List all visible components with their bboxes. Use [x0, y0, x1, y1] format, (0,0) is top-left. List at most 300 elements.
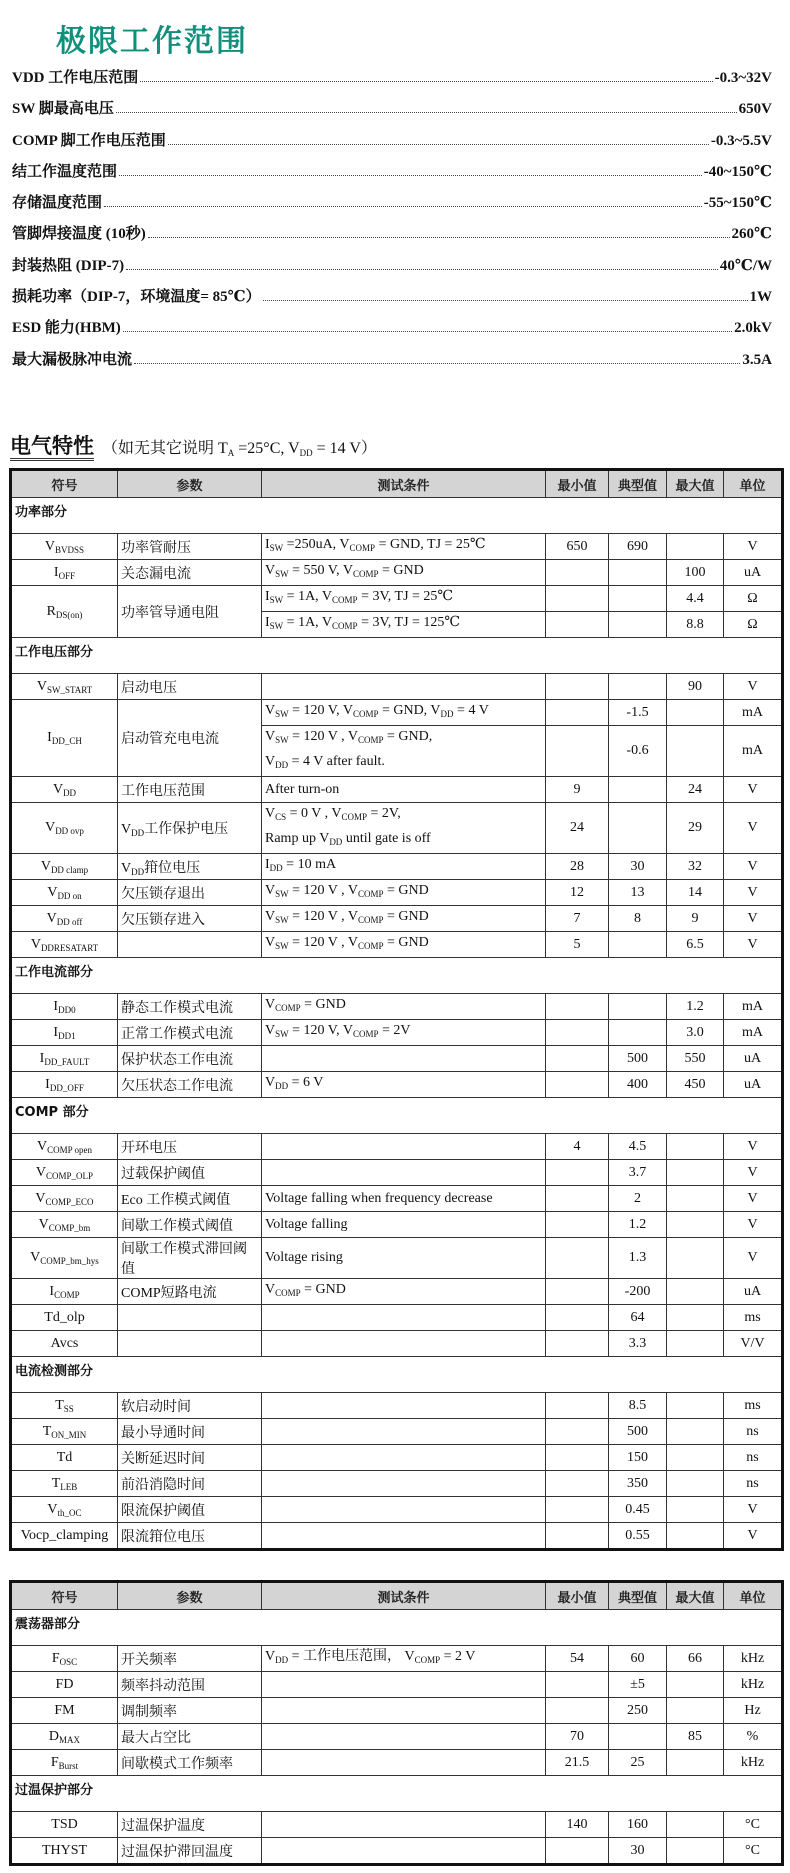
column-header: 参数 [118, 1582, 262, 1610]
subscript: SS [63, 1403, 74, 1414]
condition-cell [262, 726, 546, 777]
max-cell [667, 1331, 724, 1357]
text-segment: I [265, 589, 270, 604]
text-segment: 启动管充电电流 [121, 732, 219, 747]
symbol-cell [11, 534, 118, 560]
unit-cell: kHz [724, 1672, 783, 1698]
parameter-cell [118, 1072, 262, 1098]
text-segment: 前沿消隐时间 [121, 1477, 205, 1493]
condition-cell [262, 1471, 546, 1497]
typ-cell: -1.5 [609, 700, 667, 726]
section-title: 电流检测部分 [11, 1357, 783, 1393]
min-cell [546, 726, 609, 777]
dot-leader [116, 112, 737, 113]
spec-row [12, 222, 772, 253]
text-segment: 开关频率 [121, 1652, 177, 1668]
min-cell: 70 [546, 1724, 609, 1750]
condition-cell [262, 1305, 546, 1331]
subscript: COMP [352, 1029, 379, 1039]
max-cell [667, 1698, 724, 1724]
subscript: COMP [275, 1288, 301, 1298]
text-segment: 开环电压 [121, 1140, 177, 1156]
subscript: DD off [56, 916, 83, 927]
column-header: 典型值 [609, 470, 667, 498]
subscript: COMP [357, 889, 384, 899]
column-header: 典型值 [609, 1582, 667, 1610]
unit-cell: mA [724, 700, 783, 726]
symbol-cell [11, 1838, 118, 1865]
electrical-table-1 [9, 468, 784, 1551]
table-row [11, 1497, 783, 1523]
parameter-cell [118, 1046, 262, 1072]
symbol-cell [11, 1471, 118, 1497]
spec-label: ESD 能力(HBM) [12, 320, 121, 337]
dot-leader [119, 175, 702, 176]
subscript: DD_OFF [49, 1082, 84, 1093]
table-row [11, 1471, 783, 1497]
typ-cell: 150 [609, 1445, 667, 1471]
condition-cell [262, 1523, 546, 1550]
min-cell [546, 1186, 609, 1212]
text-segment: V [35, 1164, 47, 1180]
spec-row [12, 191, 772, 222]
typ-cell: 2 [609, 1186, 667, 1212]
typ-cell [609, 612, 667, 638]
text-segment: 箝位电压 [144, 860, 201, 876]
min-cell: 21.5 [546, 1750, 609, 1776]
text-segment: 功率管导通电阻 [121, 605, 219, 621]
parameter-cell [118, 1134, 262, 1160]
subscript: ON_MIN [51, 1429, 87, 1440]
text-segment: 过载保护阈值 [121, 1166, 205, 1182]
min-cell [546, 674, 609, 700]
max-cell: 6.5 [667, 932, 724, 958]
max-cell: 85 [667, 1724, 724, 1750]
parameter-cell [118, 1279, 262, 1305]
spec-label: VDD 工作电压范围 [12, 70, 139, 86]
table-row [11, 1331, 783, 1357]
text-segment: = GND, TJ = 25℃ [375, 537, 486, 552]
unit-cell: kHz [724, 1750, 783, 1776]
min-cell [546, 700, 609, 726]
condition-cell [262, 700, 546, 726]
max-cell: 24 [667, 777, 724, 803]
text-segment: I [265, 857, 270, 872]
spec-label: COMP 脚工作电压范围 [12, 132, 166, 149]
text-segment: D [48, 1728, 60, 1744]
min-cell: 24 [546, 803, 609, 854]
unit-cell: V [724, 880, 783, 906]
max-cell: 100 [667, 560, 724, 586]
text-segment: = 2 V [440, 1649, 476, 1664]
condition-cell [262, 854, 546, 880]
section-row [11, 638, 783, 674]
text-segment: T [42, 1423, 52, 1439]
subscript: COMP [332, 595, 358, 605]
column-header: 单位 [724, 1582, 783, 1610]
min-cell [546, 1305, 609, 1331]
symbol-cell [11, 1698, 118, 1724]
max-cell [667, 1497, 724, 1523]
dot-leader [140, 81, 712, 82]
spec-value: -40~150℃ [703, 163, 772, 180]
text-segment: THYST [41, 1842, 88, 1858]
condition-cell [262, 994, 546, 1020]
subscript: SW [275, 735, 289, 745]
section-row [11, 958, 783, 994]
parameter-cell [118, 1812, 262, 1838]
text-segment: 工作电压范围 [121, 783, 205, 799]
condition-cell [262, 1020, 546, 1046]
table-row [11, 1750, 783, 1776]
text-segment: = 0 V , V [286, 806, 342, 821]
subscript: DD [275, 1655, 289, 1665]
symbol-cell [11, 1812, 118, 1838]
electrical-characteristics-heading [10, 430, 377, 460]
text-segment: = GND [300, 997, 346, 1012]
text-segment: = 工作电压范围， V [288, 1649, 415, 1664]
condition-cell [262, 880, 546, 906]
column-header: 最大值 [667, 1582, 724, 1610]
table-row [11, 700, 783, 726]
subscript: Burst [58, 1760, 79, 1771]
unit-cell: °C [724, 1812, 783, 1838]
parameter-cell [118, 1331, 262, 1357]
electrical-table-2 [9, 1580, 784, 1866]
text-segment: = GND, [383, 729, 433, 744]
subscript: SW_START [46, 684, 93, 695]
typ-cell: 3.7 [609, 1160, 667, 1186]
text-segment: 启动电压 [121, 680, 177, 696]
unit-cell: ns [724, 1471, 783, 1497]
table-row [11, 906, 783, 932]
subscript: SW [275, 569, 289, 579]
spec-label: SW 脚最高电压 [12, 101, 114, 118]
header-row [11, 1582, 783, 1610]
text-segment: = 14 V） [312, 440, 377, 457]
text-segment: = GND [383, 909, 429, 924]
parameter-cell [118, 1471, 262, 1497]
text-segment: I [47, 730, 52, 745]
typ-cell [609, 1020, 667, 1046]
symbol-cell [11, 1020, 118, 1046]
text-segment: V [36, 1138, 48, 1154]
text-segment: = 120 V , V [288, 883, 358, 898]
typ-cell: 250 [609, 1698, 667, 1724]
subscript: SW [275, 941, 289, 951]
symbol-cell [11, 1186, 118, 1212]
typ-cell: 1.3 [609, 1238, 667, 1279]
parameter-cell [118, 1445, 262, 1471]
max-cell: 450 [667, 1072, 724, 1098]
table-row [11, 994, 783, 1020]
section-title: 工作电压部分 [11, 638, 783, 674]
subscript: DD [63, 787, 77, 798]
unit-cell: uA [724, 560, 783, 586]
table-row [11, 1160, 783, 1186]
subscript: DD [131, 866, 145, 877]
text-segment: = GND [300, 1282, 346, 1297]
typ-cell: 13 [609, 880, 667, 906]
text-segment: Eco 工作模式阈值 [121, 1192, 231, 1208]
parameter-cell [118, 1419, 262, 1445]
parameter-cell [118, 1646, 262, 1672]
max-cell: 550 [667, 1046, 724, 1072]
typ-cell: 400 [609, 1072, 667, 1098]
table-row [11, 1812, 783, 1838]
typ-cell: 30 [609, 854, 667, 880]
subscript: DD0 [58, 1004, 76, 1015]
typ-cell: 3.3 [609, 1331, 667, 1357]
spec-row [12, 316, 772, 347]
text-segment: 关态漏电流 [121, 566, 191, 582]
max-cell [667, 1672, 724, 1698]
unit-cell: V [724, 674, 783, 700]
text-segment: FM [54, 1702, 75, 1718]
min-cell: 9 [546, 777, 609, 803]
min-cell [546, 1160, 609, 1186]
min-cell [546, 1212, 609, 1238]
condition-cell [262, 1072, 546, 1098]
subscript: OSC [59, 1656, 78, 1667]
table-row [11, 880, 783, 906]
typ-cell [609, 674, 667, 700]
symbol-cell [11, 1523, 118, 1550]
section-row [11, 1357, 783, 1393]
text-segment: V [40, 858, 51, 874]
table-row [11, 1724, 783, 1750]
max-cell [667, 1134, 724, 1160]
text-segment: Ramp up V [265, 831, 330, 846]
text-segment: V [47, 884, 58, 900]
subscript: COMP_ECO [45, 1196, 94, 1207]
section-title: COMP 部分 [11, 1098, 783, 1134]
text-segment: = 3V, TJ = 25℃ [357, 589, 454, 604]
min-cell [546, 1523, 609, 1550]
table-row [11, 1646, 783, 1672]
unit-cell: V [724, 777, 783, 803]
text-segment: Td [56, 1449, 73, 1465]
condition-cell [262, 1445, 546, 1471]
spec-label: 结工作温度范围 [12, 163, 118, 180]
condition-cell [262, 1698, 546, 1724]
parameter-cell [118, 1750, 262, 1776]
text-segment: Avcs [50, 1335, 79, 1351]
min-cell [546, 1471, 609, 1497]
typ-cell: -0.6 [609, 726, 667, 777]
unit-cell: ns [724, 1445, 783, 1471]
text-segment: = 4 V after fault. [288, 754, 385, 769]
text-segment: V [265, 703, 276, 718]
condition-cell [262, 1331, 546, 1357]
text-segment: 调制频率 [121, 1704, 177, 1720]
subscript: COMP_bm_hys [40, 1256, 99, 1266]
symbol-cell [11, 560, 118, 586]
subscript: SW [269, 621, 284, 631]
table-row [11, 1212, 783, 1238]
symbol-cell [11, 1046, 118, 1072]
text-segment: V [46, 910, 57, 926]
unit-cell: mA [724, 994, 783, 1020]
parameter-cell [118, 1523, 262, 1550]
spec-value: 650V [738, 101, 772, 118]
unit-cell: V [724, 932, 783, 958]
table-row [11, 1393, 783, 1419]
min-cell [546, 560, 609, 586]
text-segment: 工作保护电压 [144, 822, 229, 837]
text-segment: 间歇模式工作频率 [121, 1756, 233, 1772]
text-segment: 限流保护阈值 [121, 1503, 205, 1519]
dot-leader [263, 300, 748, 301]
typ-cell [609, 803, 667, 854]
text-segment: （如无其它说明 T [102, 440, 228, 457]
dot-leader [148, 237, 730, 238]
subscript: SW [275, 709, 289, 719]
subscript: COMP_bm [48, 1222, 91, 1233]
text-segment: = 2V, [367, 806, 401, 821]
spec-row [12, 160, 772, 191]
parameter-cell [118, 803, 262, 854]
min-cell: 54 [546, 1646, 609, 1672]
max-cell: 90 [667, 674, 724, 700]
subscript: DD_FAULT [44, 1056, 90, 1067]
min-cell [546, 586, 609, 612]
parameter-cell [118, 586, 262, 638]
max-cell [667, 1812, 724, 1838]
dot-leader [168, 144, 709, 145]
text-segment: 最小导通时间 [121, 1425, 205, 1441]
condition-cell [262, 1134, 546, 1160]
text-segment: 最大占空比 [121, 1730, 191, 1746]
min-cell [546, 612, 609, 638]
text-segment: F [51, 1650, 60, 1666]
section-title-absolute-max: 极限工作范围 [56, 24, 248, 59]
text-segment: I [39, 1050, 45, 1066]
column-header: 最小值 [546, 470, 609, 498]
parameter-cell [118, 1238, 262, 1279]
text-segment: I [49, 1283, 55, 1299]
spec-label: 损耗功率（DIP-7，环境温度= 85℃） [12, 289, 261, 306]
text-segment: = 120 V, V [288, 703, 353, 718]
text-segment: 功率管耐压 [121, 540, 191, 556]
text-segment: V [265, 1023, 276, 1038]
text-segment: = 1A, V [283, 589, 333, 604]
text-segment: R [46, 603, 56, 619]
subscript: DD [131, 828, 145, 838]
text-segment: COMP短路电流 [121, 1285, 217, 1301]
typ-cell [609, 586, 667, 612]
typ-cell: 8.5 [609, 1393, 667, 1419]
table-row [11, 534, 783, 560]
unit-cell: ns [724, 1419, 783, 1445]
table-row [11, 803, 783, 854]
subscript: COMP_OLP [46, 1170, 94, 1181]
subscript: DD [329, 837, 343, 847]
table-row [11, 1134, 783, 1160]
subscript: BVDSS [55, 544, 85, 555]
text-segment: = 6 V [288, 1075, 324, 1090]
condition-cell [262, 560, 546, 586]
dot-leader [123, 331, 732, 332]
unit-cell: V [724, 906, 783, 932]
typ-cell: 500 [609, 1046, 667, 1072]
text-segment: V [121, 822, 132, 837]
subscript: COMP [275, 1003, 301, 1013]
test-conditions-note [102, 440, 377, 457]
section-title: 功率部分 [11, 498, 783, 534]
table-row [11, 1445, 783, 1471]
text-segment: = 10 mA [282, 857, 337, 872]
parameter-cell [118, 674, 262, 700]
max-cell: 8.8 [667, 612, 724, 638]
max-cell [667, 726, 724, 777]
symbol-cell [11, 1497, 118, 1523]
subscript: COMP [357, 735, 384, 745]
text-segment: 欠压状态工作电流 [121, 1078, 233, 1094]
text-segment: until gate is off [342, 831, 431, 846]
max-cell: 4.4 [667, 586, 724, 612]
text-segment: 过温保护滞回温度 [121, 1844, 233, 1860]
parameter-cell [118, 1497, 262, 1523]
text-segment: Voltage rising [265, 1250, 343, 1265]
parameter-cell [118, 1160, 262, 1186]
min-cell [546, 1393, 609, 1419]
typ-cell: ±5 [609, 1672, 667, 1698]
symbol-cell [11, 700, 118, 777]
min-cell [546, 1238, 609, 1279]
text-segment: = 1A, V [283, 615, 333, 630]
min-cell [546, 1445, 609, 1471]
typ-cell [609, 777, 667, 803]
text-segment: 欠压锁存进入 [121, 912, 205, 928]
symbol-cell [11, 1331, 118, 1357]
symbol-cell [11, 1724, 118, 1750]
symbol-cell [11, 1279, 118, 1305]
symbol-cell [11, 674, 118, 700]
text-segment: I [53, 564, 59, 580]
text-segment: I [45, 1076, 50, 1092]
min-cell: 7 [546, 906, 609, 932]
unit-cell: ms [724, 1305, 783, 1331]
min-cell [546, 1698, 609, 1724]
text-segment: V [265, 806, 276, 821]
condition-cell [262, 1238, 546, 1279]
min-cell [546, 1020, 609, 1046]
section-row [11, 1098, 783, 1134]
text-segment: = 2V [378, 1023, 411, 1038]
subscript: LEB [60, 1481, 78, 1492]
subscript: COMP [414, 1655, 441, 1665]
text-segment: = GND [383, 883, 429, 898]
min-cell [546, 1331, 609, 1357]
section-row [11, 1610, 783, 1646]
table-row [11, 1238, 783, 1279]
text-segment: V [35, 1190, 46, 1206]
subscript: A [227, 448, 235, 458]
text-segment: T [55, 1397, 64, 1413]
subscript: COMP open [47, 1144, 93, 1155]
text-segment: Td_olp [44, 1309, 85, 1325]
table-row [11, 854, 783, 880]
electrical-title: 电气特性 [10, 434, 94, 461]
condition-cell [262, 1672, 546, 1698]
column-header: 符号 [11, 470, 118, 498]
section-title: 过温保护部分 [11, 1776, 783, 1812]
subscript: SW [275, 915, 289, 925]
max-cell: 14 [667, 880, 724, 906]
column-header: 符号 [11, 1582, 118, 1610]
typ-cell [609, 1724, 667, 1750]
